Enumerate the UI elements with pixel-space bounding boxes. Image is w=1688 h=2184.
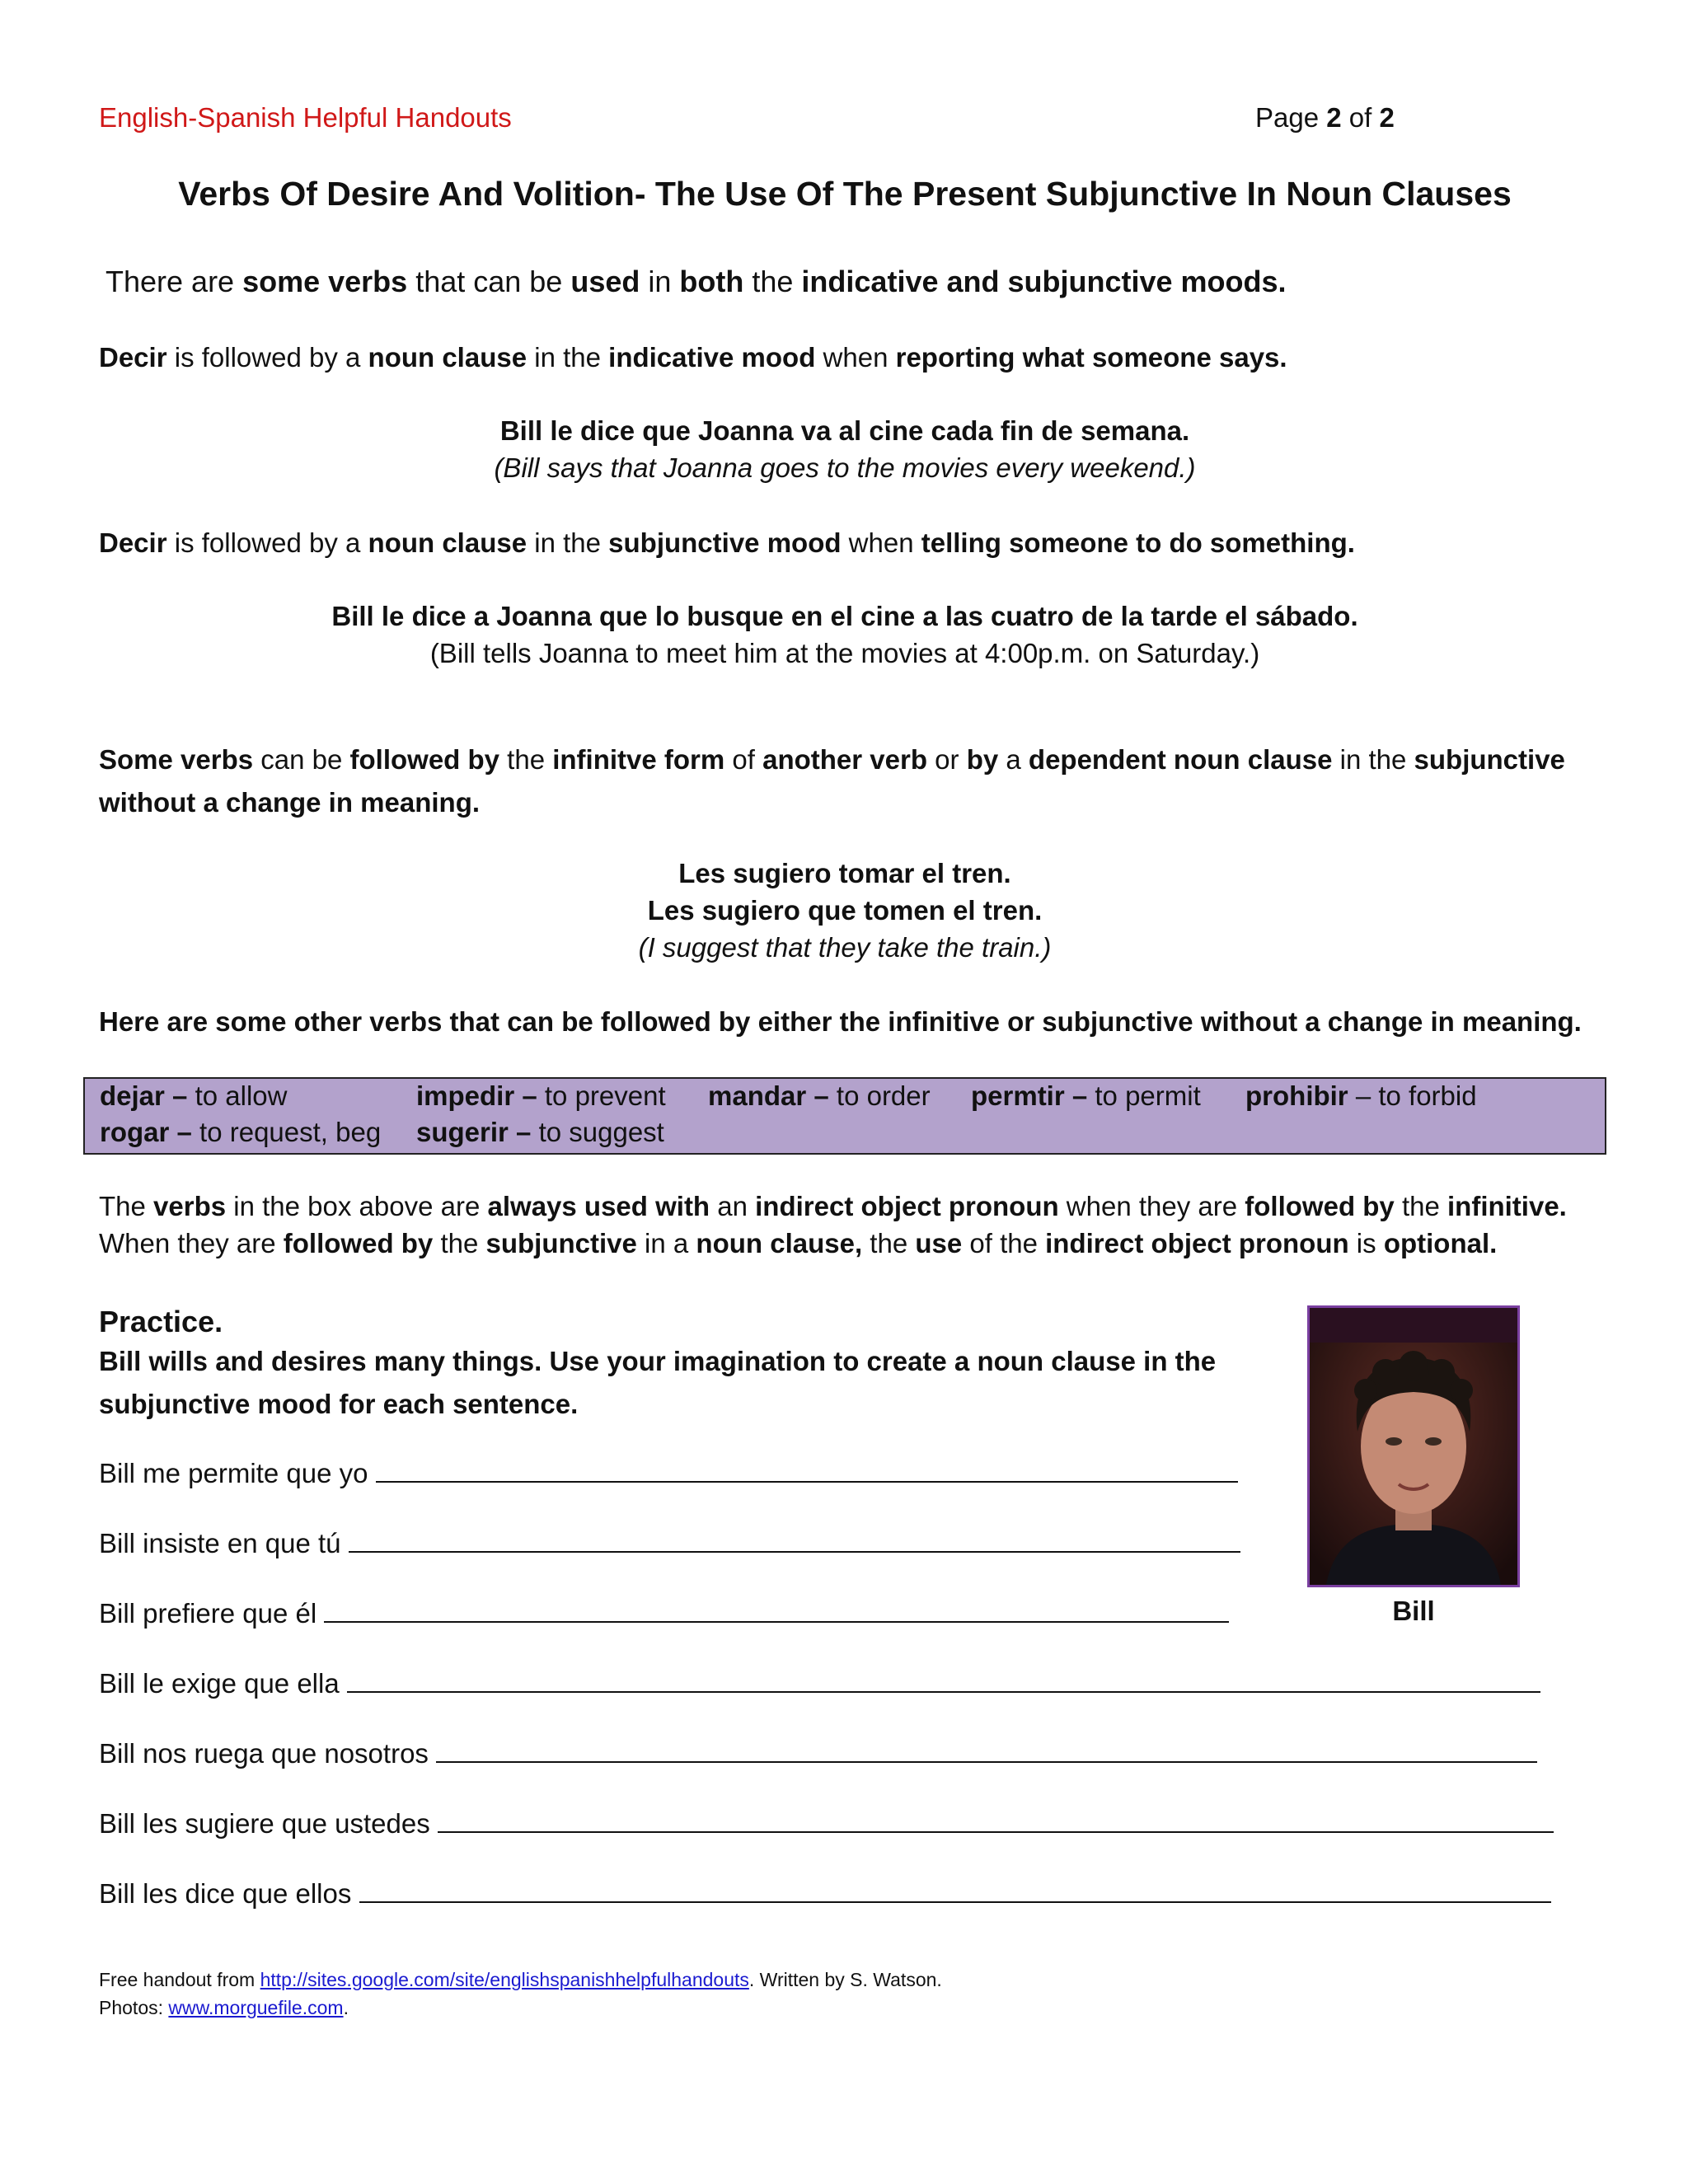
- page-prefix: Page: [1255, 102, 1327, 133]
- verb-meaning: to request, beg: [191, 1117, 382, 1147]
- practice-item-6: [99, 1802, 1554, 1845]
- intro-text-2: that can be: [407, 265, 571, 298]
- para-text: can be: [253, 744, 350, 775]
- note-bold: followed by: [1245, 1191, 1395, 1221]
- verb-name: sugerir –: [416, 1117, 532, 1147]
- example-infinitive: [99, 855, 1591, 966]
- handouts-link[interactable]: http://sites.google.com/site/englishspanishhelpfulhandouts: [260, 1969, 749, 1990]
- answer-blank[interactable]: [376, 1453, 1238, 1483]
- answer-blank[interactable]: [324, 1593, 1229, 1623]
- footer-text: .: [343, 1997, 349, 2018]
- rule-text: is followed by a: [166, 342, 368, 373]
- page-current: 2: [1326, 102, 1342, 133]
- footer-photos: [99, 1994, 349, 2022]
- answer-blank[interactable]: [359, 1873, 1551, 1903]
- example-spanish-subjunctive: Les sugiero que tomen el tren.: [647, 895, 1043, 926]
- intro-bold-4: indicative and subjunctive moods.: [801, 265, 1287, 298]
- note-text: The: [99, 1191, 154, 1221]
- practice-item-5: [99, 1732, 1537, 1775]
- note-text: in a: [636, 1228, 696, 1258]
- practice-prompt: Bill nos ruega que nosotros: [99, 1738, 429, 1769]
- answer-blank[interactable]: [347, 1663, 1540, 1693]
- footer-text: Photos:: [99, 1997, 169, 2018]
- practice-prompt: Bill insiste en que tú: [99, 1528, 341, 1558]
- practice-item-3: [99, 1592, 1229, 1635]
- practice-prompt: Bill prefiere que él: [99, 1598, 317, 1629]
- note-text: an: [710, 1191, 756, 1221]
- rule-bold: noun clause: [368, 527, 528, 558]
- practice-instructions-2: subjunctive mood for each sentence.: [99, 1389, 579, 1419]
- intro-text-4: the: [743, 265, 802, 298]
- example-spanish-infinitive: Les sugiero tomar el tren.: [678, 858, 1011, 888]
- decir-indicative-rule: [99, 336, 1287, 379]
- para-bold: another verb: [762, 744, 927, 775]
- page-of: of: [1341, 102, 1380, 133]
- morguefile-link[interactable]: www.morguefile.com: [168, 1997, 344, 2018]
- rule-text: when: [815, 342, 896, 373]
- note-bold: optional.: [1383, 1228, 1498, 1258]
- note-bold: followed by: [283, 1228, 434, 1258]
- note-bold: use: [915, 1228, 963, 1258]
- rule-text: when: [841, 527, 921, 558]
- footer-text: Free handout from: [99, 1969, 260, 1990]
- para-bold: dependent noun clause: [1028, 744, 1333, 775]
- note-text: in the box above are: [226, 1191, 488, 1221]
- note-bold: subjunctive: [485, 1228, 637, 1258]
- practice-item-2: [99, 1522, 1240, 1565]
- practice-item-4: [99, 1662, 1540, 1705]
- note-text: the: [862, 1228, 916, 1258]
- example-spanish: Bill le dice a Joanna que lo busque en el cine a las cuatro de la tarde el sábado.: [331, 601, 1358, 631]
- verb-name: dejar –: [100, 1080, 188, 1111]
- verb-item: [1245, 1080, 1477, 1112]
- rule-bold: reporting what someone says.: [895, 342, 1287, 373]
- verb-name: prohibir: [1245, 1080, 1348, 1111]
- verb-meaning: to prevent: [537, 1080, 666, 1111]
- verb-meaning: to permit: [1087, 1080, 1201, 1111]
- rule-bold: indicative mood: [608, 342, 816, 373]
- para-bold: subjunctive: [1414, 744, 1565, 775]
- rule-text: in the: [527, 527, 609, 558]
- other-verbs-heading: Here are some other verbs that can be followed by either the infinitive or subjunctive without a change in meaning.: [99, 1006, 1582, 1037]
- practice-item-7: [99, 1872, 1551, 1915]
- para-bold: Some verbs: [99, 744, 254, 775]
- page-number: [1255, 102, 1395, 134]
- page-total: 2: [1379, 102, 1395, 133]
- bill-photo: [1307, 1305, 1520, 1587]
- answer-blank[interactable]: [438, 1803, 1554, 1833]
- rule-bold: subjunctive mood: [608, 527, 842, 558]
- answer-blank[interactable]: [349, 1523, 1240, 1553]
- para-bold: by: [966, 744, 999, 775]
- note-text: When they are: [99, 1228, 284, 1258]
- note-bold: verbs: [153, 1191, 227, 1221]
- verb-item: [971, 1080, 1201, 1112]
- verb-meaning: to suggest: [531, 1117, 664, 1147]
- note-bold: noun clause,: [696, 1228, 863, 1258]
- some-verbs-paragraph: [99, 738, 1565, 824]
- verb-meaning: to order: [828, 1080, 931, 1111]
- note-text: is: [1348, 1228, 1384, 1258]
- footer-text: . Written by S. Watson.: [748, 1969, 942, 1990]
- practice-instructions-1: Bill wills and desires many things. Use your imagination to create a noun clause in the: [99, 1346, 1217, 1376]
- example-indicative: [99, 412, 1591, 486]
- note-bold: indirect object pronoun: [1045, 1228, 1349, 1258]
- para-bold: without a change in meaning.: [99, 787, 481, 818]
- para-text: or: [927, 744, 967, 775]
- verb-item: [708, 1080, 931, 1112]
- intro-bold-2: used: [570, 265, 640, 298]
- answer-blank[interactable]: [436, 1733, 1537, 1763]
- intro-paragraph: [106, 260, 1287, 303]
- note-text: when they are: [1058, 1191, 1245, 1221]
- rule-bold: Decir: [99, 342, 167, 373]
- example-english: (Bill says that Joanna goes to the movies every weekend.): [494, 452, 1196, 483]
- practice-prompt: Bill le exige que ella: [99, 1668, 340, 1699]
- verb-item: [416, 1080, 666, 1112]
- verb-list-box: [83, 1077, 1606, 1155]
- rule-bold: telling someone to do something.: [921, 527, 1355, 558]
- example-spanish: Bill le dice que Joanna va al cine cada fin de semana.: [499, 415, 1190, 446]
- note-bold: indirect object pronoun: [755, 1191, 1059, 1221]
- rule-text: in the: [527, 342, 609, 373]
- verb-name: rogar –: [100, 1117, 192, 1147]
- intro-bold-3: both: [679, 265, 744, 298]
- rule-text: is followed by a: [166, 527, 368, 558]
- intro-bold-1: some verbs: [242, 265, 408, 298]
- verb-item: [100, 1117, 381, 1148]
- para-bold: followed by: [349, 744, 500, 775]
- rule-bold: noun clause: [368, 342, 528, 373]
- portrait-image: [1310, 1308, 1517, 1585]
- photo-caption: Bill: [1392, 1596, 1435, 1626]
- note-text: the: [433, 1228, 486, 1258]
- intro-text-1: There are: [106, 265, 243, 298]
- verb-meaning: – to forbid: [1348, 1080, 1477, 1111]
- page-title: Verbs Of Desire And Volition- The Use Of The Present Subjunctive In Noun Clauses: [178, 175, 1512, 213]
- verb-meaning: to allow: [187, 1080, 288, 1111]
- note-bold: infinitive.: [1447, 1191, 1567, 1221]
- practice-prompt: Bill me permite que yo: [99, 1458, 368, 1488]
- verb-item: [100, 1080, 287, 1112]
- para-text: of: [724, 744, 763, 775]
- verb-name: impedir –: [416, 1080, 537, 1111]
- para-text: a: [998, 744, 1029, 775]
- note-text: the: [1394, 1191, 1447, 1221]
- practice-item-1: [99, 1452, 1238, 1495]
- verb-name: permtir –: [971, 1080, 1088, 1111]
- practice-heading: Practice.: [99, 1305, 223, 1338]
- para-text: in the: [1332, 744, 1414, 775]
- indirect-object-note: [99, 1188, 1567, 1262]
- decir-subjunctive-rule: [99, 522, 1355, 565]
- para-bold: infinitve form: [552, 744, 725, 775]
- header-title: English-Spanish Helpful Handouts: [99, 102, 512, 133]
- para-text: the: [499, 744, 553, 775]
- footer-credit: [99, 1966, 942, 1994]
- rule-bold: Decir: [99, 527, 167, 558]
- note-text: of the: [962, 1228, 1046, 1258]
- practice-prompt: Bill les dice que ellos: [99, 1878, 352, 1909]
- intro-text-3: in: [640, 265, 680, 298]
- verb-item: [416, 1117, 664, 1148]
- note-bold: always used with: [487, 1191, 710, 1221]
- verb-name: mandar –: [708, 1080, 829, 1111]
- example-english: (I suggest that they take the train.): [638, 932, 1052, 963]
- practice-prompt: Bill les sugiere que ustedes: [99, 1808, 430, 1839]
- example-english: (Bill tells Joanna to meet him at the movies at 4:00p.m. on Saturday.): [429, 638, 1260, 668]
- example-subjunctive: [99, 598, 1591, 672]
